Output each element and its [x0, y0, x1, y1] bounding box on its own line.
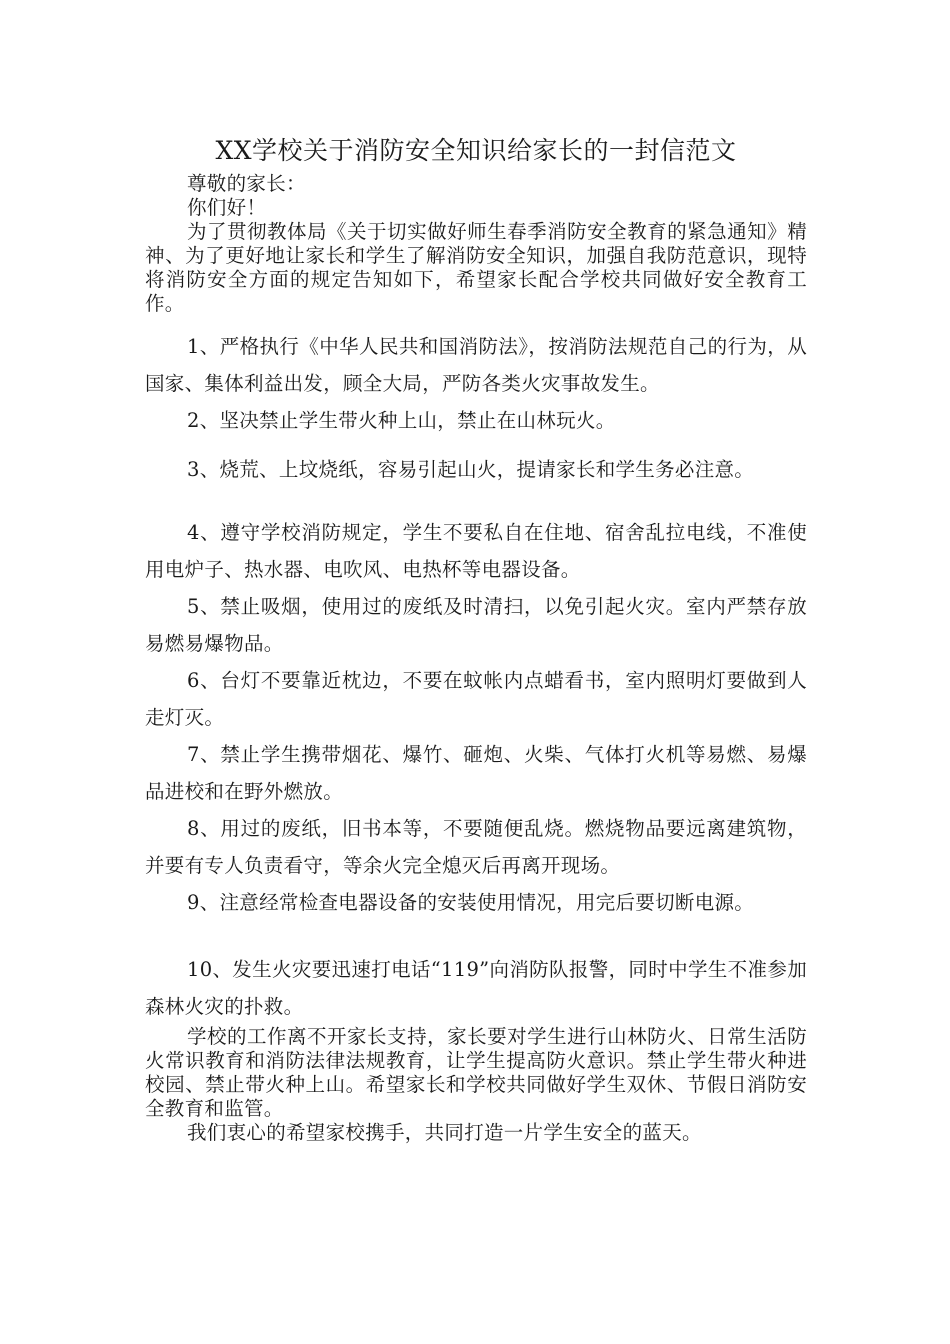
- document-page: [145, 132, 807, 1145]
- list-item: 8、用过的废纸，旧书本等，不要随便乱烧。燃烧物品要远离建筑物，并要有专人负责看守，等余火完全熄灭后再离开现场。: [145, 817, 807, 877]
- list-item: 7、禁止学生携带烟花、爆竹、砸炮、火柴、气体打火机等易燃、易爆品进校和在野外燃放。: [145, 743, 807, 803]
- list-item: 3、烧荒、上坟烧纸，容易引起山火，提请家长和学生务必注意。: [187, 458, 755, 481]
- list-item: 9、注意经常检查电器设备的安装使用情况，用完后要切断电源。: [187, 891, 755, 914]
- salutation: 尊敬的家长：: [187, 172, 306, 195]
- list-item: 6、台灯不要靠近枕边，不要在蚊帐内点蜡看书，室内照明灯要做到人走灯灭。: [145, 669, 807, 729]
- greeting: 你们好！: [187, 196, 267, 219]
- final-sentence: 我们衷心的希望家校携手，共同打造一片学生安全的蓝天。: [187, 1121, 702, 1144]
- list-item: 2、坚决禁止学生带火种上山，禁止在山林玩火。: [187, 409, 616, 432]
- list-item: 10、发生火灾要迅速打电话“119”向消防队报警，同时中学生不准参加森林火灾的扑救。: [145, 958, 807, 1018]
- list-item: 1、严格执行《中华人民共和国消防法》，按消防法规范自己的行为，从国家、集体利益出发，顾全大局，严防各类火灾事故发生。: [145, 335, 807, 395]
- list-item: 4、遵守学校消防规定，学生不要私自在住地、宿舍乱拉电线，不准使用电炉子、热水器、电吹风、电热杯等电器设备。: [145, 521, 807, 581]
- list-item: 5、禁止吸烟，使用过的废纸及时清扫，以免引起火灾。室内严禁存放易燃易爆物品。: [145, 595, 807, 655]
- closing-paragraph: 学校的工作离不开家长支持，家长要对学生进行山林防火、日常生活防火常识教育和消防法律法规教育，让学生提高防火意识。禁止学生带火种进校园、禁止带火种上山。希望家长和学校共同做好学生双休、节假日消防安全教育和监管。: [145, 1025, 807, 1120]
- document-title: XX学校关于消防安全知识给家长的一封信范文: [215, 136, 737, 165]
- intro-paragraph: 为了贯彻教体局《关于切实做好师生春季消防安全教育的紧急通知》精神、为了更好地让家长和学生了解消防安全知识，加强自我防范意识，现特将消防安全方面的规定告知如下，希望家长配合学校共同做好安全教育工作。: [145, 220, 807, 315]
